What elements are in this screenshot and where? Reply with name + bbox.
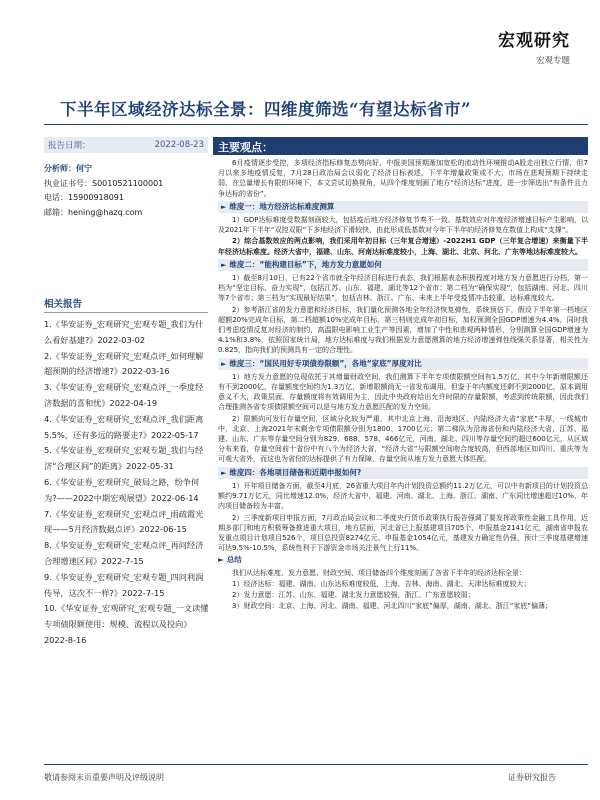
triangle-bullet-icon: ► bbox=[218, 555, 224, 565]
intro-paragraph: 6月疫情逐步受控，多项经济指标修复态势向好，中报美国预期渐加宽松的流动性环境推动A股走出独立行情，但7月以来多地疫情反复，7月28日政治局会议弱化了经济目标表述，下半年增量政策或不大，市场在悲观预期下持续走弱，在总量增长有限的环境下，本文尝试切换视角，从四个维度刻画了地方“经济达标”进度，进一步筛选出“有条件且力争达标的省份”。 bbox=[218, 159, 588, 198]
section-title: 维度四：各地项目储备和近期申报如何? bbox=[229, 467, 362, 477]
paragraph: 1）地方发力意愿的兑现依托于其增量财政空间，我们测算下半年专项债限额空间有1.5万亿，其中今年新增限额还有不到2000亿，存量额度空间约为1.3万亿，新增限额尚无一省发布调用，但鉴于年内额度还剩不到2000亿，原本调用意义不大，政策层面，存量额度将有效调用为主，因此中央政府给出允许时限的存量限额，考虑到传统限额，因此我们合理推测各省专项债限额空间可以是与地方发力意愿匹配的发力空间。 bbox=[218, 372, 588, 412]
related-report-item[interactable]: 3.《华安证券_宏观研究_宏观点评_一季度经济数据的喜和忧》2022-04-19 bbox=[44, 382, 204, 408]
footer-divider bbox=[44, 764, 588, 765]
summary-title: 总结 bbox=[226, 555, 242, 565]
related-divider bbox=[44, 312, 208, 313]
paragraph: 3）财政空间：北京、上海、河北、湖南、福建、河北四川“家底”偏厚，湖南、湖北、浙江“家底”偏薄； bbox=[232, 602, 552, 611]
analyst-license: 执业证书号：S0010521100001 bbox=[44, 178, 164, 188]
section-title: 维度三：“国民用好专项债券限额”，各地“家底”厚度对比 bbox=[229, 358, 422, 368]
analyst-phone: 电话：15900918091 bbox=[44, 193, 124, 202]
analyst-info bbox=[44, 162, 210, 220]
analyst-name-row bbox=[44, 162, 210, 177]
summary-header bbox=[218, 555, 588, 565]
brand-subtitle: 宏观专题 bbox=[535, 56, 570, 66]
brand-title: 宏观研究 bbox=[498, 31, 570, 51]
triangle-bullet-icon: ► bbox=[221, 202, 227, 211]
report-date bbox=[44, 137, 208, 153]
paragraph: 2）三季度新项目申报方面，7月政治局会议和二季度央行货币政策执行报告强调了要发挥政策性金融工具作用，近期多部门和地方积极筹备推进重大项目，地方层面，河北省已上报基建项目705个、申报基金2141亿元，湖南省申报农发重点项目计划项目526个，项目总投资8274亿元、申报基金1054亿元，基建发力确定性仍强，预计三季度基建增速可达9.5%-10.5%，系统性利于下游资金市场关注景气上行11%。 bbox=[218, 513, 588, 553]
related-report-item[interactable]: 9.《华安证券_宏观研究_宏观专题_四问利润传导，这次不一样?》2022-7-15 bbox=[44, 571, 204, 598]
related-report-item[interactable]: 4.《华安证券_宏观研究_宏观点评_我们距离5.5%，还有多远的路要走?》2022-05-17 bbox=[44, 413, 204, 440]
analyst-label: 分析师： bbox=[44, 164, 76, 173]
paragraph: 2）发力意愿：江苏、山东、福建、湖北发力意愿较强，浙江、广东意愿较弱； bbox=[232, 590, 475, 599]
paragraph: 1）经济达标：福建、湖南、山东达标难度较低，上海、吉林、海南、湖北、天津达标难度较大； bbox=[232, 579, 531, 588]
main-points-body bbox=[218, 158, 588, 612]
analyst-email: 邮箱：hening@hazq.com bbox=[44, 207, 143, 217]
paragraph: 我们从达标难度、发力意愿、财政空间、项目储备四个维度刻画了各省下半年的经济达标全景： bbox=[232, 568, 526, 577]
related-report-item[interactable]: 2.《华安证券_宏观研究_宏观点评_如何理解超预期的经济增速?》2022-03-16 bbox=[44, 350, 204, 377]
report-date-value: 2022-08-23 bbox=[154, 140, 204, 150]
related-report-item[interactable]: 10.《华安证券_宏观研究_宏观专题_一文读懂专项债限额使用：规模、流程以及投向》2022-8-16 bbox=[44, 603, 209, 645]
related-report-item[interactable]: 1.《华安证券_宏观研究_宏观专题_我们为什么看好基建?》2022-03-02 bbox=[44, 319, 204, 345]
triangle-bullet-icon: ► bbox=[221, 468, 227, 477]
section-title: 维度一：地方经济达标难度测算 bbox=[229, 201, 335, 211]
related-report-item[interactable]: 5.《华安证券_宏观研究_宏观专题_我们与经济“合理区间”的距离》2022-05-31 bbox=[44, 445, 204, 472]
section-dimension-1 bbox=[218, 201, 588, 213]
footer-report-type: 证券研究报告 bbox=[508, 773, 556, 782]
paragraph: 2）限额向可发行存量空间，区域分化较为严重，其中北京上海、沿海地区、内陆经济大省“家底”丰厚，一线城市中，北京、上海2021年末剩余专项债限额分别为1800、1700亿元；第二梯队为沿海省份和内陆经济大省，江苏、福建、山东、广东等存量空间分别为829、688、578、466亿元，河南、湖北、四川等存量空间约超过600亿元，从区域分布来看，存量空间前十省份中有八个为经济大省，“经济大省”与限额空间吻合度较高，但西部地区如四川、重庆等为可观大省外，而这也为省份的达标提供了有力保障，存量空间从地方发力意愿大体匹配。 bbox=[218, 414, 588, 464]
related-report-item[interactable]: 7.《华安证券_宏观研究_宏观点评_雨疏霞光现——5月经济数据点评》2022-06-15 bbox=[44, 508, 204, 535]
footer-disclaimer: 敬请参阅末页重要声明及评级说明 bbox=[44, 773, 164, 782]
section-dimension-4 bbox=[218, 467, 588, 479]
title-divider bbox=[44, 124, 588, 125]
triangle-bullet-icon: ► bbox=[221, 359, 227, 368]
section-dimension-2 bbox=[218, 259, 588, 271]
brand-block bbox=[498, 26, 570, 66]
page-title: 下半年区域经济达标全景：四维度筛选“有望达标省市” bbox=[60, 100, 471, 119]
analyst-name: 何宁 bbox=[76, 164, 92, 173]
paragraph: 1）开年项目储备方面，截至4月底，26省重大项目年内计划投资总额约11.2万亿元，可以中有新项目的计划投资总额约9.71万亿元，同比增速12.0%，经济大省中，福建、河南、湖北、上海、浙江、湖南、广东同比增速超过10%，年内项目储备较为丰富。 bbox=[218, 481, 588, 511]
section-title: 维度二：“能构建目标”下，地方发力意愿如何 bbox=[229, 259, 382, 269]
related-reports-title: 相关报告 bbox=[44, 299, 83, 310]
paragraph: 1）截至8月10日，已有22个省市就全年经济目标进行表态，我们根据表态积极程度对地方发力意愿进行分档，第一档为“坚定目标、奋力实现”，包括江苏、山东、福建、湖北等12个省市；第二档为“确保实现”，包括湖南、河北、四川等7个省市；第三档为“实现最好结果”，包括吉林、浙江、广东、未来上半年受疫情冲击较重，达标难度较大。 bbox=[218, 274, 588, 303]
related-report-item[interactable]: 8.《华安证券_宏观研究_宏观点评_再问经济合理增速区间》2022-7-15 bbox=[44, 540, 204, 566]
main-points-header: 主要观点： bbox=[213, 137, 588, 155]
triangle-bullet-icon: ► bbox=[221, 260, 227, 269]
paragraph: 1）GDP达标难度受数据刻画较大，包括疫后地方经济修复节奏不一致、基数效应对年度经济增速目标产生影响，以及2021年下半年“双控双限”下多地经济下滑较快，由此形成低基数对今年下半年的经济修复在数值上构成“支撑”。 bbox=[218, 216, 588, 235]
related-report-item[interactable]: 6.《华安证券_宏观研究_破局之路，纷争何为?——2022中期宏观展望》2022-06-14 bbox=[44, 476, 200, 503]
related-reports-list bbox=[44, 317, 210, 649]
paragraph: 2）综合基数效应的两点影响，我们采用年初目标（三年复合增速）-2022H1 GDP（三年复合增速）来衡量下半年经济达标难度。经济大省中，福建、山东、河南达标难度较小，上海、湖北、北京、河北、广东等地达标难度较大。 bbox=[218, 237, 588, 256]
paragraph: 2）参考浙江省的发力意愿和经济目标，我们量化预测各地全年经济恢复弹性，系统预估下，假设下半年第一档地区超额20%完成年目标，第二档超额10%完成年目标，第三档则完成年初目标，加权预测全国GDP增速为4.4%，同时我们考虑疫情反复对经济的制约，高温限电影响工业生产等因素，增加了中性和悲观两种情形，分别测算全国GDP增速为4.1%和3.8%，依照国家统计局，地方达标难度与我们根据发力意愿测算的地方经济增速弹性线强关系显著，相关性为0.825，指向我们的预测具有一定的合理性。 bbox=[218, 305, 588, 355]
section-dimension-3 bbox=[218, 358, 588, 370]
report-date-label: 报告日期： bbox=[48, 141, 91, 151]
